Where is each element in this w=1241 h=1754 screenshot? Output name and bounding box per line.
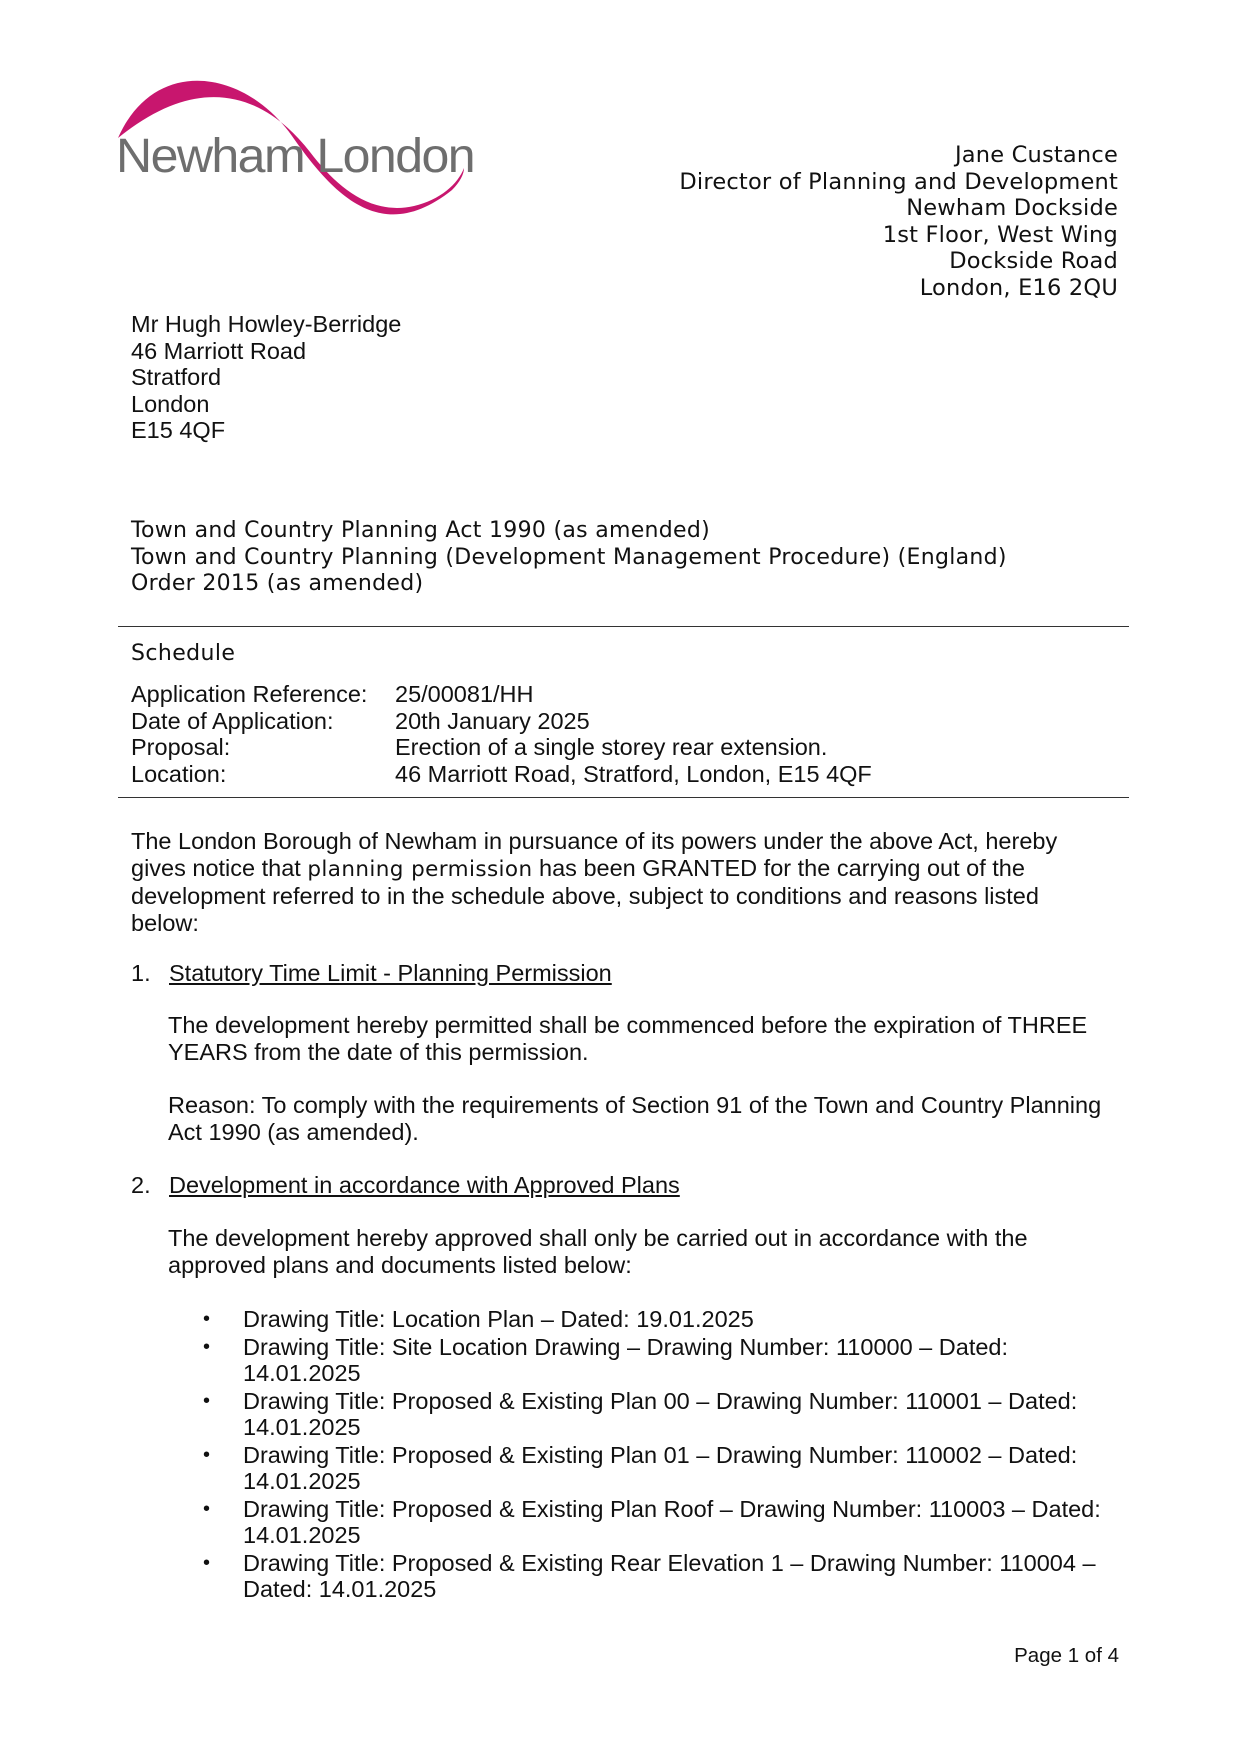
schedule-label: Date of Application: [131, 707, 334, 734]
recipient-line: 46 Marriott Road [131, 337, 307, 364]
bullet-icon: • [203, 1308, 211, 1330]
condition-heading [131, 960, 612, 987]
schedule-value: 20th January 2025 [395, 707, 590, 734]
page-number: Page 1 of 4 [1014, 1644, 1119, 1667]
condition-number: 2. [131, 1172, 151, 1198]
act-line: Order 2015 (as amended) [131, 571, 424, 596]
list-item [203, 1388, 1103, 1441]
schedule-value: Erection of a single storey rear extension. [395, 734, 828, 760]
schedule-row [131, 761, 872, 788]
schedule-row [131, 734, 872, 761]
act-heading [131, 518, 1007, 598]
divider-top [118, 626, 1129, 627]
schedule-row [131, 708, 872, 735]
condition-heading [131, 1172, 680, 1199]
list-item-text: Drawing Title: Proposed & Existing Rear Elevation 1 – Drawing Number: 110004 – Dated: 14.01.2025 [243, 1549, 1096, 1602]
act-line: Town and Country Planning (Development Management Procedure) (England) [131, 544, 1007, 570]
approved-plans-list [203, 1306, 1103, 1604]
list-item [203, 1442, 1103, 1495]
intro-highlight: planning permission [307, 856, 533, 882]
schedule-label: Application Reference: [131, 681, 368, 707]
schedule-table [131, 681, 872, 787]
bullet-icon: • [203, 1389, 211, 1412]
recipient-line: Stratford [131, 364, 222, 390]
list-item [203, 1550, 1103, 1603]
intro-paragraph [131, 828, 1091, 936]
list-item [203, 1496, 1103, 1549]
recipient-line: London [131, 390, 210, 417]
sender-line: Dockside Road [949, 248, 1118, 274]
bullet-icon: • [203, 1443, 211, 1466]
condition-title: Statutory Time Limit - Planning Permission [169, 960, 612, 986]
divider-bottom [118, 797, 1129, 798]
list-item [203, 1306, 1103, 1333]
schedule-label: Location: [131, 760, 227, 787]
bullet-icon: • [203, 1551, 211, 1574]
sender-line: Jane Custance [954, 142, 1118, 168]
recipient-line: Mr Hugh Howley-Berridge [131, 311, 402, 337]
sender-line: Director of Planning and Development [679, 168, 1118, 195]
newham-london-logo [114, 76, 476, 240]
schedule-label: Proposal: [131, 734, 231, 760]
sender-line: Newham Dockside [906, 195, 1118, 221]
list-item-text: Drawing Title: Proposed & Existing Plan Roof – Drawing Number: 110003 – Dated: 14.01.2025 [243, 1495, 1101, 1548]
sender-line: London, E16 2QU [919, 274, 1118, 301]
bullet-icon: • [203, 1335, 211, 1358]
list-item [203, 1334, 1103, 1387]
condition-reason: Reason: To comply with the requirements of Section 91 of the Town and Country Planning Act 1990 (as amended). [168, 1092, 1102, 1145]
list-item-text: Drawing Title: Proposed & Existing Plan 01 – Drawing Number: 110002 – Dated: 14.01.2025 [243, 1441, 1078, 1494]
condition-title: Development in accordance with Approved Plans [169, 1172, 680, 1198]
condition-text: The development hereby permitted shall be commenced before the expiration of THREE YEARS from the date of this permission. [168, 1012, 1088, 1065]
bullet-icon: • [203, 1497, 211, 1520]
logo-text: Newham London [116, 130, 474, 183]
condition-number: 1. [131, 960, 151, 986]
sender-line: 1st Floor, West Wing [882, 221, 1118, 248]
list-item-text: Drawing Title: Location Plan – Dated: 19.01.2025 [243, 1306, 754, 1332]
list-item-text: Drawing Title: Proposed & Existing Plan 00 – Drawing Number: 110001 – Dated: 14.01.2025 [243, 1387, 1078, 1440]
schedule-row [131, 681, 872, 708]
schedule-value: 25/00081/HH [395, 681, 534, 707]
schedule-heading: Schedule [131, 641, 236, 666]
intro-text: has been GRANTED for the carrying out of the development referred to in the schedule above, subject to conditions and reasons listed below: [131, 854, 1039, 936]
recipient-address [131, 311, 401, 444]
act-line: Town and Country Planning Act 1990 (as amended) [131, 518, 711, 543]
condition-text: The development hereby approved shall only be carried out in accordance with the approved plans and documents listed below: [168, 1225, 1028, 1278]
recipient-line: E15 4QF [131, 417, 226, 443]
intro-text: The London Borough of Newham in pursuance of its powers under the above Act, hereby gives notice that [131, 828, 1058, 881]
sender-address [679, 142, 1118, 301]
list-item-text: Drawing Title: Site Location Drawing – Drawing Number: 110000 – Dated: 14.01.2025 [243, 1333, 1009, 1386]
schedule-value: 46 Marriott Road, Stratford, London, E15 4QF [395, 760, 872, 787]
